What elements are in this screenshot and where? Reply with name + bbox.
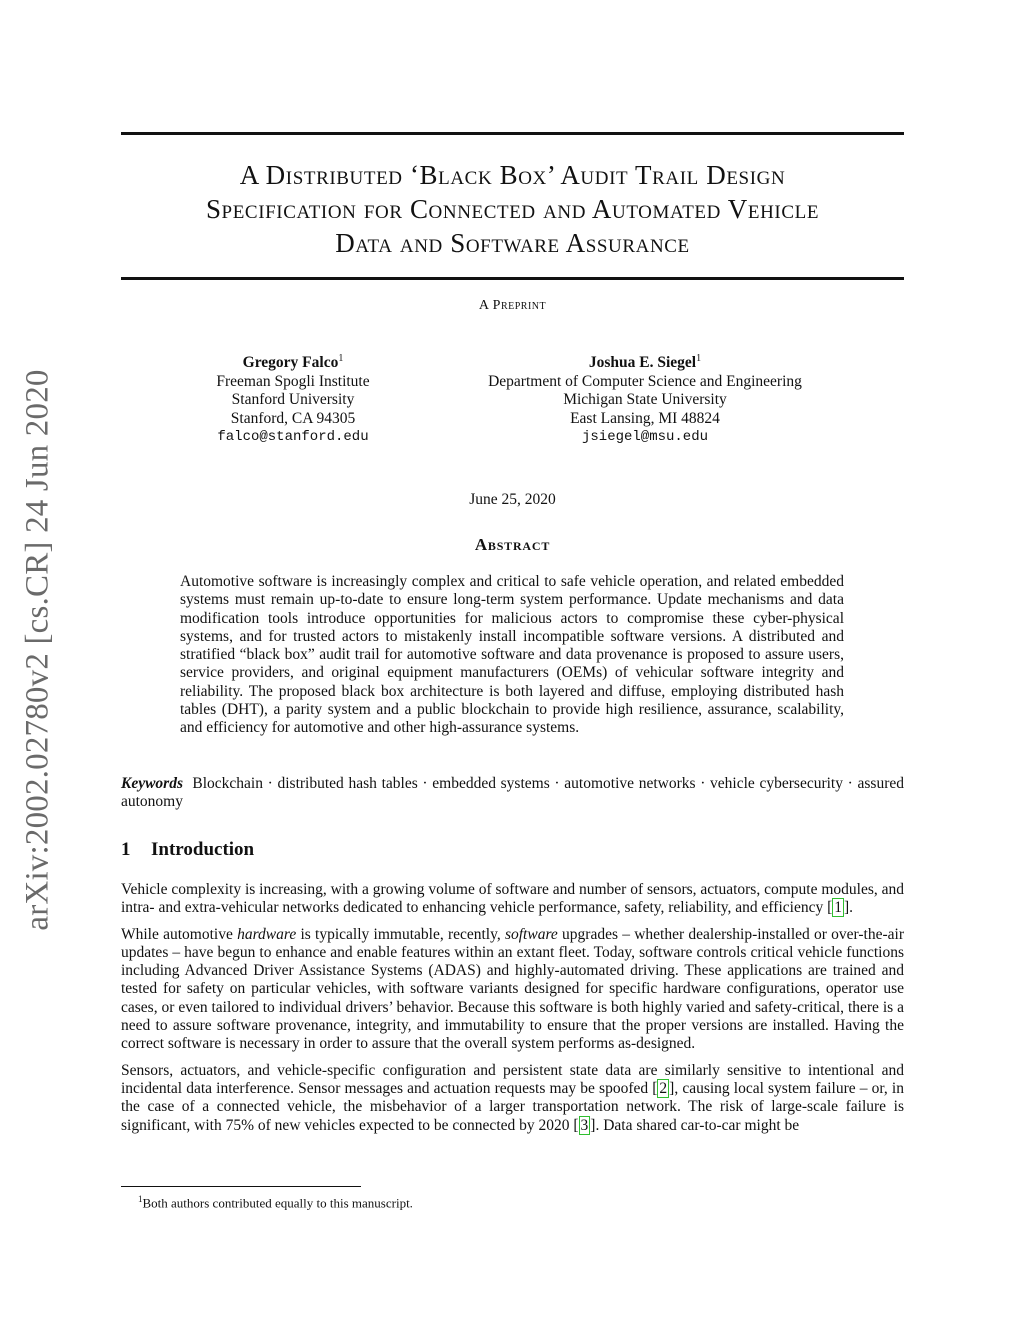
preprint-label: A Preprint — [478, 298, 547, 313]
footnote — [138, 1191, 413, 1211]
title-line-3: Data and Software Assurance — [335, 228, 690, 258]
emphasis: software — [504, 925, 558, 943]
author-affiliation: Stanford University — [231, 391, 355, 409]
paragraph: Sensors, actuators, and vehicle-specific configuration and persistent state data are similarly sensitive to intentional and incidental data interference. Sensor messages and actuation requests may be spoofed [ 2 ], causing local system failure – or, in the case of a connected vehicle, the misbehavior of a larger transportation network. The risk of large-scale failure is significant, with 75% of new vehicles expected to be connected by 2020 [ 3 ]. Data shared car-to-car might be — [121, 1061, 904, 1134]
emphasis: hardware — [237, 925, 297, 943]
author-email[interactable]: jsiegel@msu.edu — [581, 429, 709, 446]
publication-date: June 25, 2020 — [469, 491, 556, 508]
author-footnote-mark: 1 — [338, 353, 344, 364]
section-body — [121, 881, 904, 1143]
arxiv-identifier — [8, 355, 68, 945]
author-affiliation: Michigan State University — [563, 391, 727, 409]
citation-link[interactable]: 2 — [659, 1079, 668, 1097]
footnote-rule — [121, 1186, 361, 1187]
paper-title — [121, 158, 904, 260]
title-line-2: Specification for Connected and Automated Vehicle — [205, 194, 820, 224]
footnote-text: Both authors contributed equally to this manuscript. — [142, 1195, 413, 1211]
citation-link[interactable]: 1 — [834, 899, 842, 917]
arxiv-identifier-text: arXiv:2002.02780v2 [cs.CR] 24 Jun 2020 — [19, 369, 56, 931]
author-footnote-mark: 1 — [696, 353, 702, 364]
keywords-label: Keywords — [121, 775, 183, 792]
author-name: Joshua E. Siegel$^1$ — [588, 353, 702, 372]
author-affiliation: Freeman Spogli Institute — [216, 372, 370, 390]
title-line-1: A Distributed ‘Black Box’ Audit Trail Design — [239, 160, 786, 190]
section-title: Introduction — [151, 839, 255, 860]
title-bottom-rule — [121, 277, 904, 280]
footnote-mark: 1 — [138, 1194, 143, 1204]
author-block-2 — [440, 350, 850, 447]
author-name: Gregory Falco$^1$ — [242, 353, 344, 372]
author-block-1 — [170, 350, 416, 447]
section-number: 1 — [121, 839, 131, 860]
paragraph: While automotive hardware is typically immutable, recently, software upgrades – whether dealership-installed or over-the-air updates – have begun to enhance and enable features within an extant fleet. Today, software controls critical vehicle functions including Advanced Driver Assistance Systems (ADAS) and highly-automated driving. These applications are trained and tested for safety on particular vehicles, with software variants designed for specific hardware configurations, operator use cases, or even tailored to individual drivers’ behavior. Because this software is both highly varied and safety-critical, there is a need to assure software provenance, integrity, and immutability to ensure that the proper versions are installed. Having the correct software is necessary in order to assure that the overall system performs as-designed. — [121, 925, 904, 1053]
paragraph: Vehicle complexity is increasing, with a growing volume of software and number of sensors, actuators, compute modules, and intra- and extra-vehicular networks dedicated to enhancing vehicle performance, safety, reliability, and efficiency [ 1 ]. — [121, 881, 904, 917]
title-top-rule — [121, 132, 904, 135]
abstract-heading: Abstract — [474, 535, 551, 554]
abstract-text: Automotive software is increasingly complex and critical to safe vehicle operation, and related embedded systems must remain up-to-date to ensure long-term system performance. Update mechanisms and data modification tools introduce opportunities for malicious actors to compromise these cyber-physical systems, and for trusted actors to mistakenly install incompatible software versions. A distributed and stratified “black box” audit trail for automotive software and data provenance is proposed to assure users, service providers, and original equipment manufacturers (OEMs) of vehicular software integrity and reliability. The proposed black box architecture is both layered and diffuse, employing distributed hash tables (DHT), a parity system and a public blockchain to provide high resilience, assurance, scalability, and efficiency for automotive and other high-assurance systems. — [180, 573, 844, 737]
author-affiliation: Department of Computer Science and Engineering — [488, 372, 802, 390]
keywords-text: Blockchain · distributed hash tables · embedded systems · automotive networks · vehicle cybersecurity · assured autonomy — [121, 775, 905, 811]
section-heading — [121, 839, 254, 861]
keywords — [121, 775, 904, 812]
citation-link[interactable]: 3 — [580, 1116, 589, 1134]
author-address: East Lansing, MI 48824 — [570, 409, 720, 427]
author-address: Stanford, CA 94305 — [230, 409, 356, 427]
author-email[interactable]: falco@stanford.edu — [217, 429, 369, 446]
